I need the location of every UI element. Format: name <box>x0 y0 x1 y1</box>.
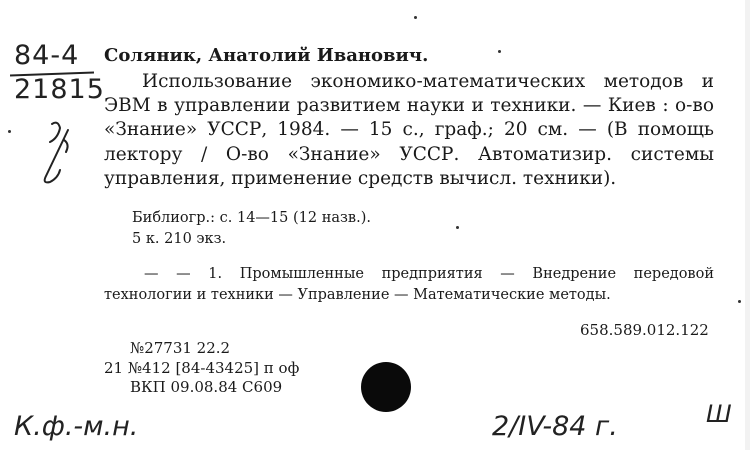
handwritten-degree-note: К.ф.-м.н. <box>14 411 139 442</box>
speck <box>414 16 417 19</box>
card-punch-hole <box>361 362 411 412</box>
card-subject-headings: — — 1. Промышленные предприятия — Внедрение передовой технологии и техники — Управление — Математические методы. <box>104 266 714 303</box>
card-registry-line-2: 21 №412 [84-43425] п оф <box>104 359 300 377</box>
card-classification-code: 658.589.012.122 <box>580 321 709 339</box>
speck <box>456 226 459 229</box>
card-edge <box>745 0 750 450</box>
card-author: Соляник, Анатолий Иванович. <box>104 45 429 66</box>
card-registry-line-1: №27731 22.2 <box>130 339 231 357</box>
card-registry-line-3: ВКП 09.08.84 С609 <box>130 378 283 396</box>
handwritten-inventory-number: 21815 <box>14 74 105 105</box>
card-copies: 5 к. 210 экз. <box>132 231 227 247</box>
speck <box>738 300 741 303</box>
handwritten-date-note: 2/IV-84 г. <box>492 411 618 442</box>
handwritten-signature <box>38 118 82 188</box>
card-description: Использование экономико-математических методов и ЭВМ в управлении развитием науки и техники. — Киев : о-во «Знание» УССР, 1984. — 15 с., граф.; 20 см. — (В помощь лектору / О-во «Знание» УССР. Автоматизир. системы управления, применение средств вычисл. техники). <box>104 71 714 189</box>
handwritten-shelf-code: 84-4 <box>14 40 80 71</box>
speck <box>8 130 11 133</box>
card-bibliography: Библиогр.: с. 14—15 (12 назв.). <box>132 210 371 226</box>
handwritten-mark: Ш <box>706 400 732 428</box>
speck <box>498 50 501 53</box>
